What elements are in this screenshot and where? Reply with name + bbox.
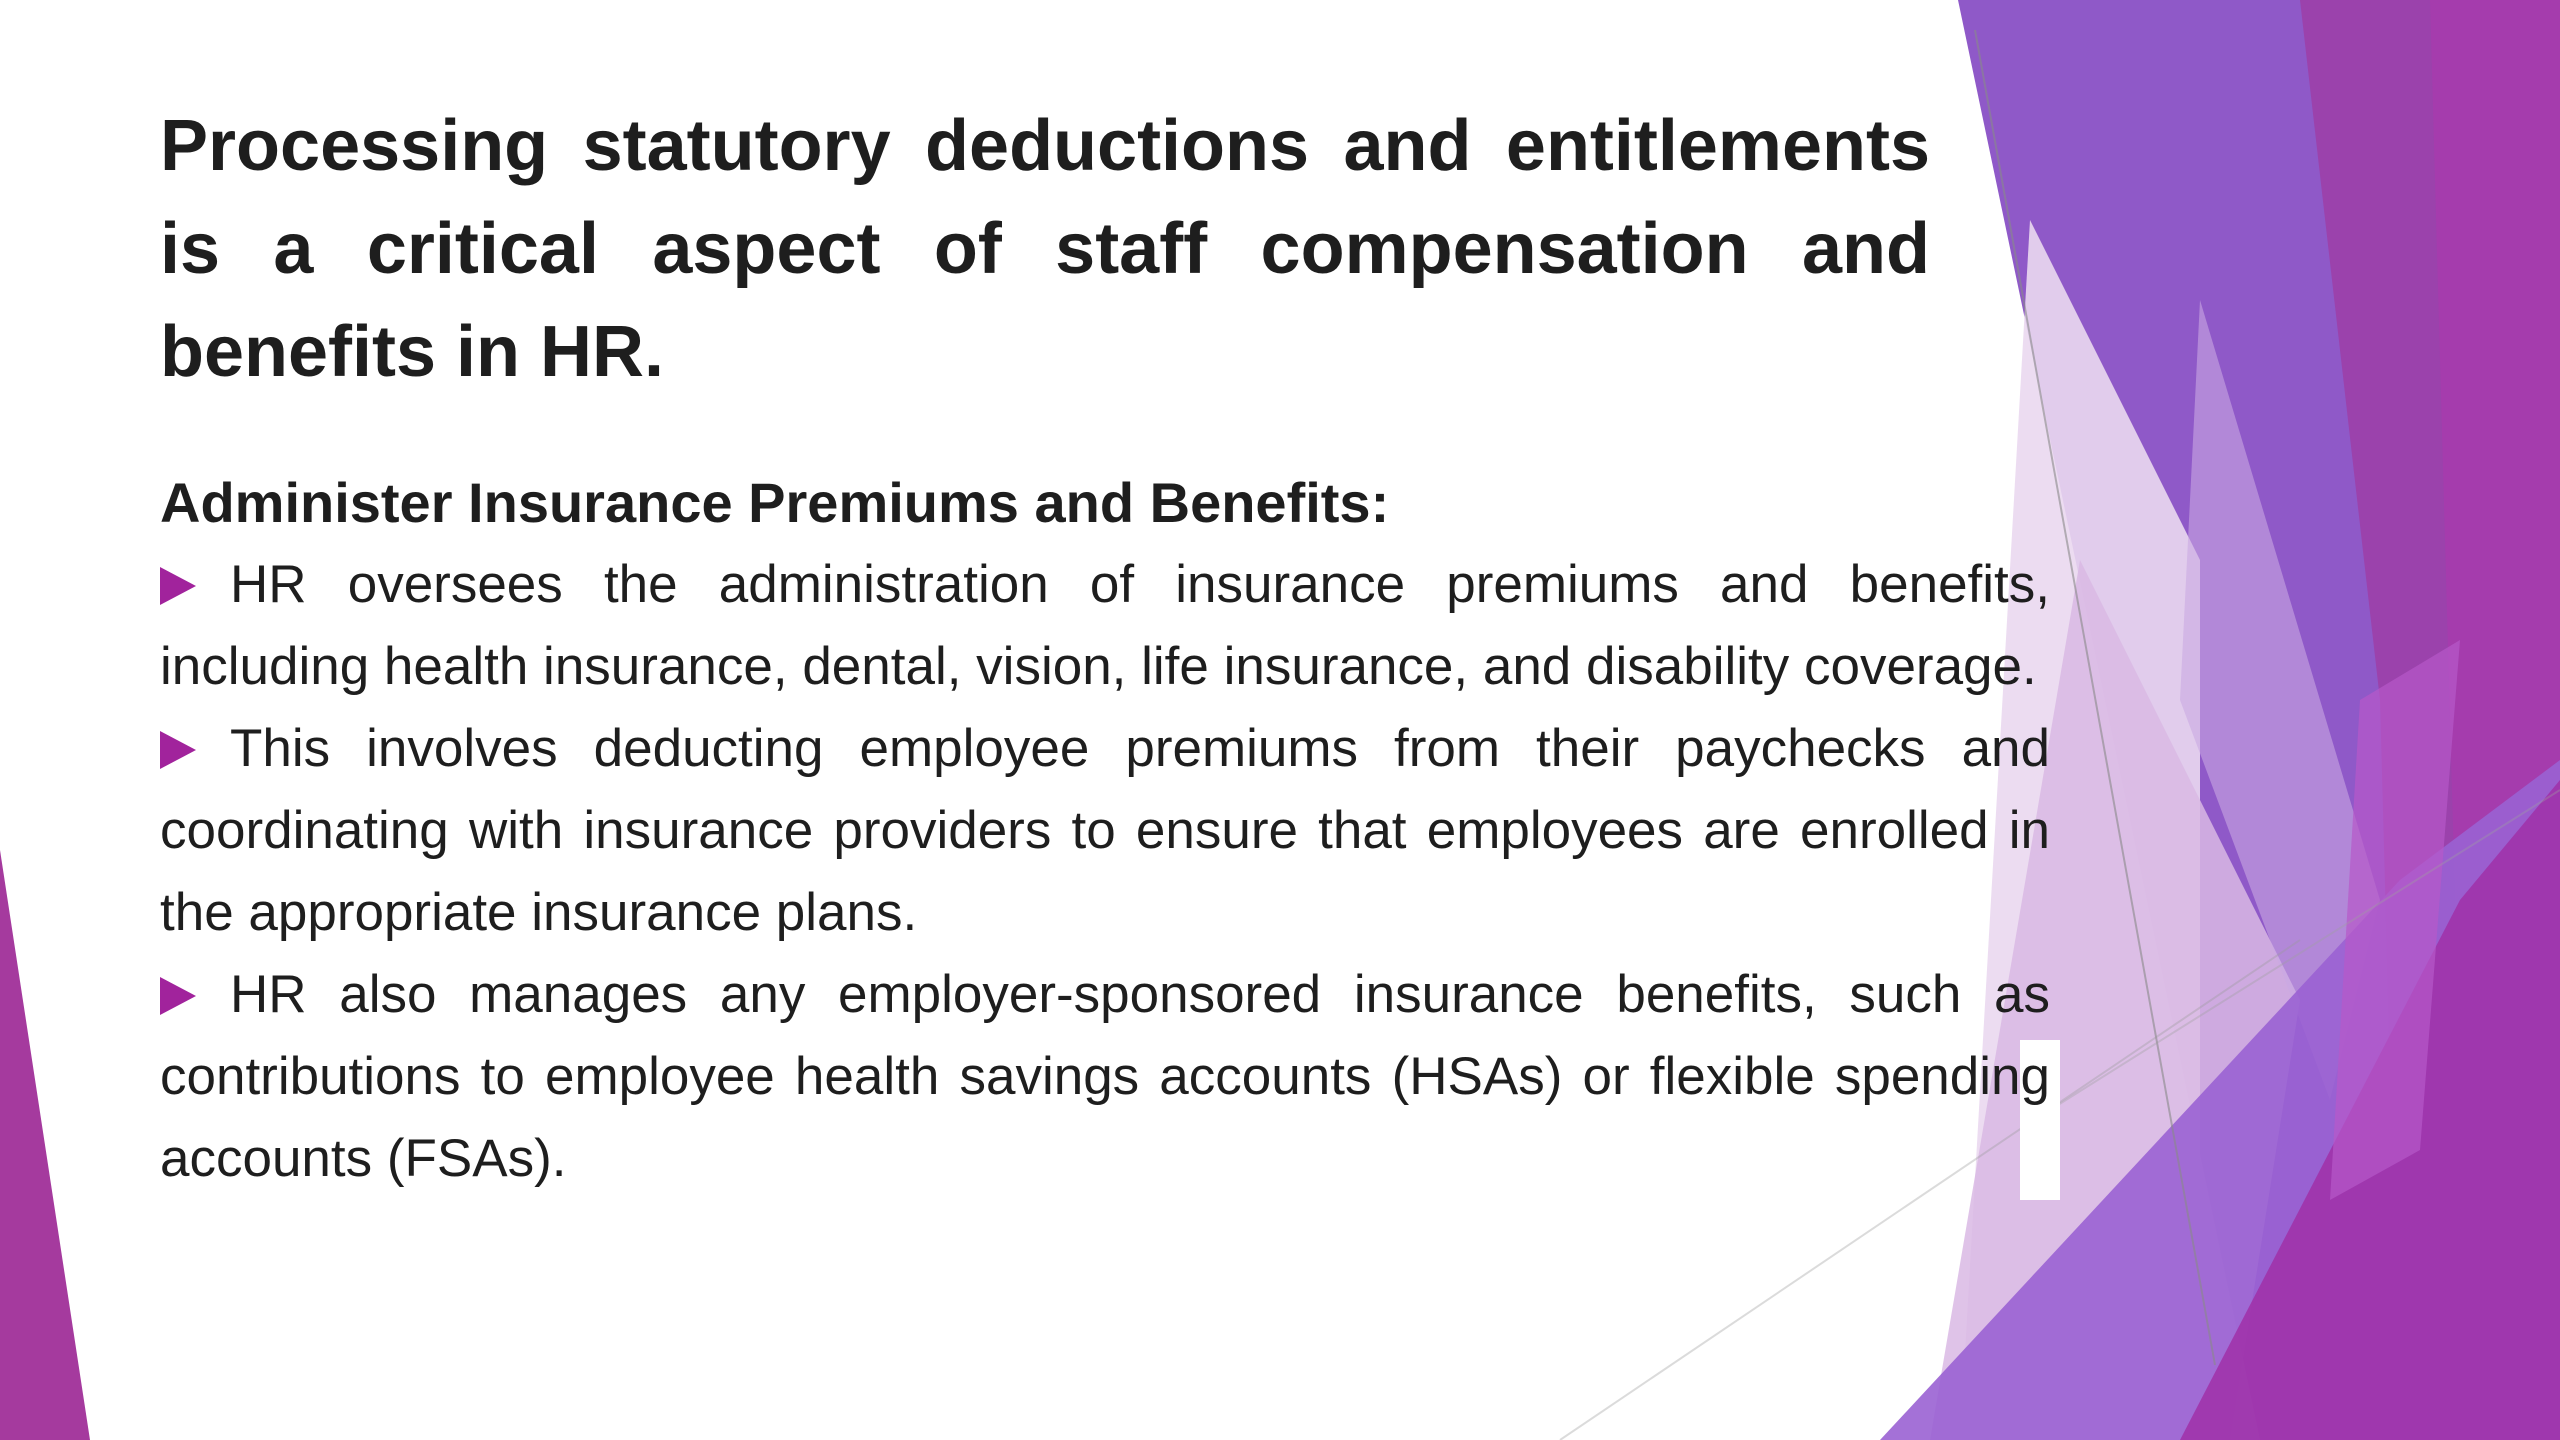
slide-body <box>160 462 2050 1200</box>
bullet-item <box>160 708 2050 954</box>
triangle-bullet-icon <box>160 977 196 1015</box>
slide-title: Processing statutory deductions and entitlements is a critical aspect of staff compensation and benefits in HR. <box>160 106 1930 392</box>
bullet-text: HR oversees the administration of insurance premiums and benefits, including health insurance, dental, vision, life insurance, and disability coverage. <box>160 555 2050 696</box>
bullet-item <box>160 544 2050 708</box>
bullet-text: HR also manages any employer-sponsored insurance benefits, such as contributions to employee health savings accounts (HSAs) or flexible spending accounts (FSAs). <box>160 965 2050 1188</box>
bullet-text: This involves deducting employee premiums from their paychecks and coordinating with insurance providers to ensure that employees are enrolled in the appropriate insurance plans. <box>160 719 2050 942</box>
bullet-list <box>160 544 2050 1200</box>
bullet-item <box>160 954 2050 1200</box>
section-heading: Administer Insurance Premiums and Benefits: <box>160 471 1390 534</box>
triangle-bullet-icon <box>160 567 196 605</box>
triangle-bullet-icon <box>160 731 196 769</box>
left-shard <box>0 850 90 1440</box>
